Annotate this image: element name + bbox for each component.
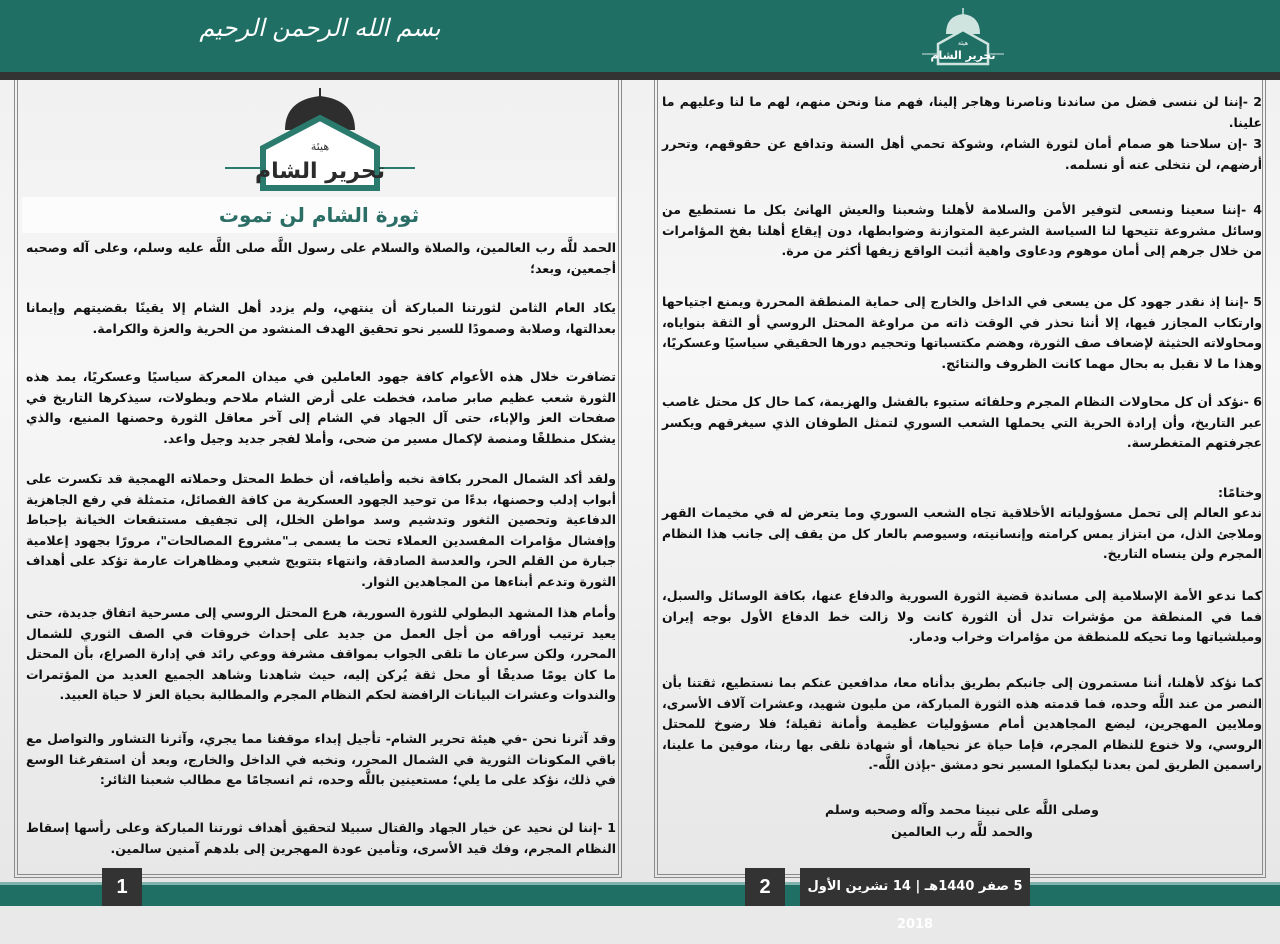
page-number: 2: [745, 868, 785, 906]
svg-text:تحرير الشام: تحرير الشام: [255, 159, 385, 184]
paragraph: 6 -نؤكد أن كل محاولات النظام المجرم وحلفائه ستبوء بالفشل والهزيمة، كما حال كل محتل غاصب عبر التاريخ، وأن إرادة الحرية التي يحملها الشعب السوري لتمثل الطوفان الذي سيغرقهم ويكسر عجرفتهم المتغطرسة.: [662, 394, 1262, 450]
footer-band: [0, 882, 640, 906]
paragraph: وأمام هذا المشهد البطولي للثورة السورية، هرع المحتل الروسي إلى مسرحية اتفاق جديدة، حتى يعيد ترتيب أوراقه من أجل العمل من جديد على إحداث خروقات في الصف الثوري للشمال المحرر، ولكن سرعان ما تلقى الجواب بمواقف مشرفة ووعي رائد في إدارة الصراع، بأن المحتل ما كان يومًا صديقًا أو محل ثقة يُركن إليه، حيث شاهدنا وشاهد الجميع العديد من المؤتمرات والندوات وعشرات البيانات الرافضة لحكم النظام المجرم والمطالبة بحياة العز لا حياة العبيد.: [26, 605, 616, 702]
paragraph: ندعو العالم إلى تحمل مسؤولياته الأخلاقية تجاه الشعب السوري وما يتعرض له في مخيمات القهر وملاجئ الذل، من ابتزاز يمس كرامته وإنسانيته، وسيوصم بالعار كل من يقف إلى جانب هذا النظام المجرم ولن ينساه التاريخ.: [662, 505, 1262, 561]
paragraph: يكاد العام الثامن لثورتنا المباركة أن ينتهي، ولم يزدد أهل الشام إلا يقينًا بقضيتهم وإيمانا بعدالتها، وصلابة وصمودًا للسير نحو تحقيق الهدف المنشود من الحرية والعزة والكرامة.: [26, 300, 616, 336]
svg-text:هيئة: هيئة: [957, 40, 969, 47]
paragraph: 1 -إننا لن نحيد عن خيار الجهاد والقتال سبيلا لتحقيق أهداف ثورتنا المباركة وعلى رأسها إسقاط النظام المجرم، وفك قيد الأسرى، وتأمين عودة المهجرين إلى بلدهم آمنين سالمين.: [26, 820, 616, 856]
header-band: [0, 0, 640, 72]
date-label: 5 صفر 1440هـ | 14 تشرين الأول 2018: [800, 868, 1030, 906]
paragraph: ولقد أكد الشمال المحرر بكافة نخبه وأطيافه، أن خطط المحتل وحملاته الهمجية قد تكسرت على أبواب إدلب وحصنها، بدءًا من توحيد الجهود العسكرية من كافة الفصائل، متمثلة في رفع الجاهزية الدفاعية وتحصين الثغور وتدشيم وسد مواطن الخلل، إلى تجفيف مستنقعات الخيانة بإحباط وإفشال مؤامرات المفسدين العملاء تحت ما يسمى بـ"مشروع المصالحات"، مرورًا بجهود إعلامية جبارة من القلم الحر، والعدسة الصادقة، وانتهاء بتتويج شعبي ومظاهرات عارمة تؤكد على أهداف الثورة وتدعم أبناءها من المجاهدين الثوار.: [26, 471, 616, 589]
basmala-calligraphy: بسم الله الرحمن الرحيم: [199, 14, 441, 42]
page-1: [0, 0, 640, 906]
svg-text:تحرير الشام: تحرير الشام: [930, 49, 996, 62]
page-number: 1: [102, 868, 142, 906]
paragraph: تضافرت خلال هذه الأعوام كافة جهود العاملين في ميدان المعركة سياسيًا وعسكريًا، يمد هذه الثورة شعب عظيم صابر صامد، فخطت على أرض الشام ملاحم وبطولات، سيذكرها التاريخ في صفحات العز والإباء، حتى آل الجهاد في الشام إلى آخر معاقل الثورة وحصنها المنيع، والذي يشكل منطلقًا ومنصة لإكمال مسير من ضحى، وأملا لفجر جديد وجيل واعد.: [26, 369, 616, 446]
document-title: ثورة الشام لن تموت: [22, 197, 616, 233]
paragraph: 5 -إننا إذ نقدر جهود كل من يسعى في الداخل والخارج إلى حماية المنطقة المحررة ويمنع اجتياحها وارتكاب المجازر فيها، إلا أننا نحذر في الوقت ذاته من مراوغة المحتل الروسي أو الثقة بنواياه، ومحاولاته الحثيثة لإضعاف صف الثورة، وهضم مكتسباتها وتحجيم دورها الحقيقي سياسيًا وعسكريًا، وهذا ما لا نقبل به بحال مهما كانت الظروف والنتائج.: [662, 294, 1262, 371]
paragraph: 4 -إننا سعينا ونسعى لتوفير الأمن والسلامة لأهلنا وشعبنا والعيش الهانئ بكل ما نستطيع من وسائل مشروعة تتيحها لنا السياسة الشرعية المتوازنة وضوابطها، دون إيقاع أهلنا بفخ المؤامرات من خلال جرهم إلى أمان موهوم ودعاوى واهية أثبت الواقع زيفها أكثر من مرة.: [662, 202, 1262, 258]
paragraph: الحمد للَّه رب العالمين، والصلاة والسلام على رسول اللَّه صلى اللَّه عليه وسلم، وعلى آله وصحبه أجمعين، وبعد؛: [26, 240, 616, 276]
paragraph: 2 -إننا لن ننسى فضل من ساندنا وناصرنا وهاجر إلينا، فهم منا ونحن منهم، لهم ما لنا وعليهم ما علينا.: [662, 94, 1262, 130]
header-band: [640, 0, 1280, 72]
header-strip: [640, 72, 1280, 80]
organization-logo-small: [922, 8, 1004, 66]
paragraph: وقد آثرنا نحن -في هيئة تحرير الشام- تأجيل إبداء موقفنا مما يجري، وآثرنا التشاور والتواصل مع باقي المكونات الثورية في الشمال المحرر، ونخبه في الداخل والخارج، وبعد أن استفرغنا الوسع في ذلك، نؤكد على ما يلي؛ مستعينين باللَّه وحده، ثم انسجامًا مع مطالب شعبنا الثائر:: [26, 731, 616, 787]
closing-line: والحمد للَّه رب العالمين: [891, 824, 1033, 839]
paragraph: كما نؤكد لأهلنا، أننا مستمرون إلى جانبكم بطريق بدأناه معا، مدافعين عنكم بما نستطيع، ثقتنا بأن النصر من عند اللَّه وحده، فما قدمته هذه الثورة المباركة، من مليون شهيد، وعشرات آلاف الأسرى، وملايين المهجرين، ليضع المجاهدين أمام مسؤوليات عظيمة وأمانة ثقيلة؛ فلا رضوخ للمحتل الروسي، ولا خنوع للنظام المجرم، فإما حياة عز نحياها، أو شهادة نلقى بها ربنا، موفين ما علينا، راسمين الطريق لمن بعدنا ليكملوا المسير نحو دمشق -بإذن اللَّه-.: [662, 675, 1262, 772]
page-2: [640, 0, 1280, 932]
paragraph: كما ندعو الأمة الإسلامية إلى مساندة قضية الثورة السورية والدفاع عنها، بكافة الوسائل والسبل، فما في المنطقة من مؤشرات تدل أن الثورة كانت ولا زالت خط الدفاع الأول بوجه إيران وميلشياتها وما تحيكه للمنطقة من مؤامرات وخراب ودمار.: [662, 588, 1262, 644]
svg-text:هيئة: هيئة: [310, 140, 330, 153]
closing-heading: وختامًا:: [1217, 485, 1262, 500]
organization-logo: [225, 88, 415, 198]
paragraph: 3 -إن سلاحنا هو صمام أمان لثورة الشام، وشوكة تحمي أهل السنة وتدافع عن حقوقهم، وتحرر أرضهم، لن نتخلى عنه أو نسلمه.: [662, 136, 1262, 172]
header-strip: [0, 72, 640, 80]
closing-line: وصلى اللَّه على نبينا محمد وآله وصحبه وسلم: [825, 802, 1099, 817]
